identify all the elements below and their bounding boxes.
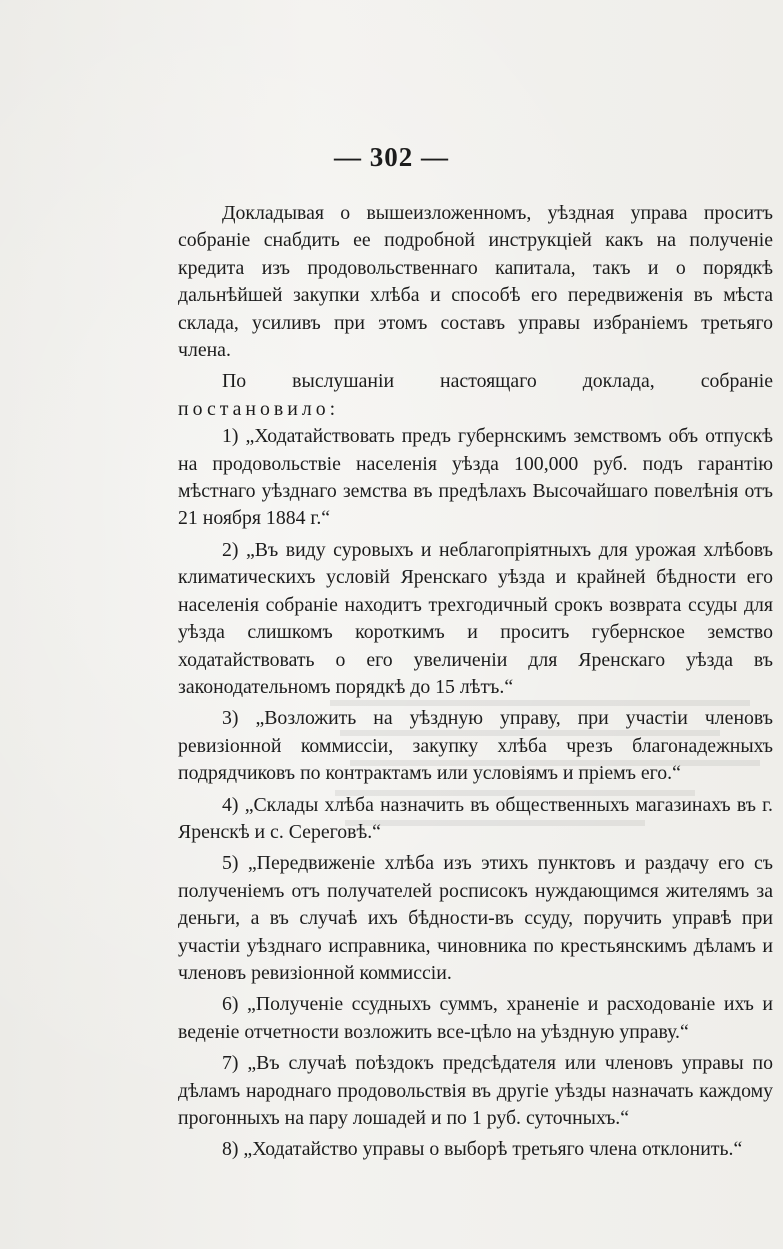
resolution-item-8: 8) „Ходатайство управы о выборѣ третьяго члена отклонить.“ [222, 1138, 743, 1161]
document-body [178, 200, 773, 1168]
resolution-item-3: 3) „Возложить на уѣздную управу, при участіи членовъ ревизіонной коммиссіи, закупку хлѣба чрезъ благонадежныхъ подрядчиковъ по контрактамъ или условіямъ и пріемъ его.“ [178, 707, 773, 785]
resolution-intro-text: По выслушаніи настоящаго доклада, собраніе [222, 370, 773, 393]
resolution-item-2: 2) „Въ виду суровыхъ и неблагопріятныхъ для урожая хлѣбовъ климатическихъ условій Яренскаго уѣзда и крайней бѣдности его населенія собраніе находитъ трехгодичный срокъ возврата ссуды для уѣзда слишкомъ короткимъ и проситъ губернское земство ходатайствовать о его увеличеніи для Яренскаго уѣзда въ законодательномъ порядкѣ до 15 лѣтъ.“ [178, 538, 773, 698]
page-number: — 302 — [334, 142, 449, 172]
resolution-item-7: 7) „Въ случаѣ поѣздокъ предсѣдателя или членовъ управы по дѣламъ народнаго продовольствія въ другіе уѣзды назначать каждому прогонныхъ на пару лошадей и по 1 руб. суточныхъ.“ [178, 1052, 773, 1129]
resolution-item-6: 6) „Полученіе ссудныхъ суммъ, храненіе и расходованіе ихъ и веденіе отчетности возложить все-цѣло на уѣздную управу.“ [178, 993, 773, 1043]
paragraph-resolution-intro [178, 368, 773, 423]
resolution-keyword: постановило: [178, 397, 340, 420]
resolution-item-1: 1) „Ходатайствовать предъ губернскимъ земствомъ объ отпускѣ на продовольствіе населенія уѣзда 100,000 руб. подъ гарантію мѣстнаго уѣзднаго земства въ предѣлахъ Высочайшаго повелѣнія отъ 21 ноября 1884 г.“ [178, 425, 773, 530]
resolution-item-5: 5) „Передвиженіе хлѣба изъ этихъ пунктовъ и раздачу его съ полученіемъ отъ получателей росписокъ нуждающимся жителямъ за деньги, а въ случаѣ ихъ бѣдности-въ ссуду, поручить управѣ при участіи уѣзднаго исправника, чиновника по крестьянскимъ дѣламъ и членовъ ревизіонной коммиссіи. [178, 852, 773, 984]
resolution-item-4: 4) „Склады хлѣба назначить въ общественныхъ магазинахъ въ г. Яренскѣ и с. Сереговѣ.“ [178, 793, 773, 843]
paragraph-report: Докладывая о вышеизложенномъ, уѣздная управа проситъ собраніе снабдить ее подробной инструкціей какъ на полученіе кредита изъ продовольственнаго капитала, такъ и о порядкѣ дальнѣйшей закупки хлѣба и способѣ его передвиженія въ мѣста склада, усиливъ при этомъ составъ управы избраніемъ третьяго члена. [178, 202, 773, 362]
